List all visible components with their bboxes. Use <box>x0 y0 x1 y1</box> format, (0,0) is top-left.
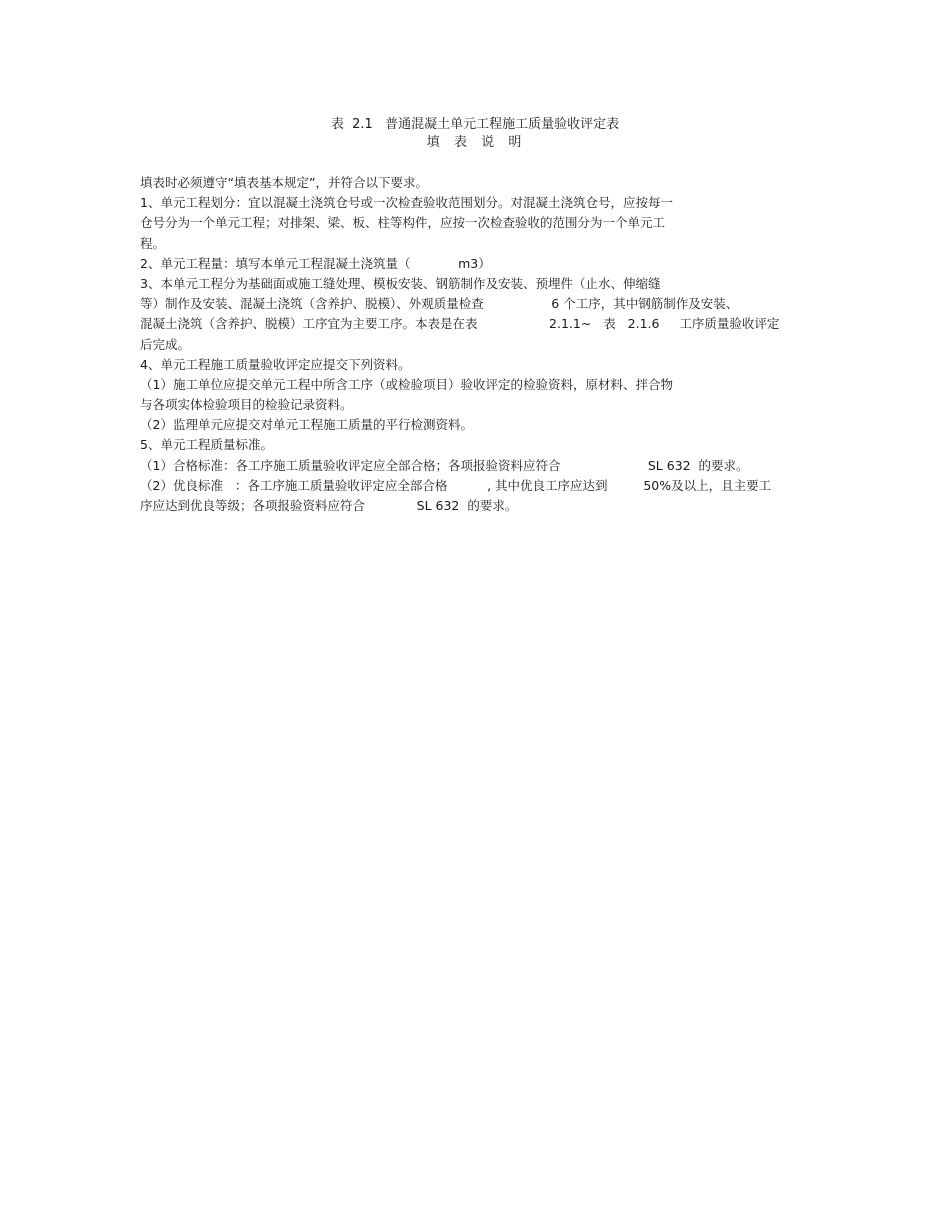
item-3-line-1: 3、本单元工程分为基础面或施工缝处理、模板安装、钢筋制作及安装、预埋件（止水、伸缩缝 <box>140 275 661 291</box>
item-3-line-3: 混凝土浇筑（含养护、脱模）工序宜为主要工序。本表是在表 2.1.1~ 表 2.1.6 工序质量验收评定 <box>140 316 780 332</box>
item-4-sub-2-line: （2）监理单元应提交对单元工程施工质量的平行检测资料。 <box>140 417 473 433</box>
item-3-line-4: 后完成。 <box>140 336 191 352</box>
item-2-line: 2、单元工程量：填写本单元工程混凝土浇筑量（ m3） <box>140 255 491 271</box>
item-5-sub-1-line: （1）合格标准：各工序施工质量验收评定应全部合格；各项报验资料应符合 SL 632 的要求。 <box>140 457 749 473</box>
item-3-line-2: 等）制作及安装、混凝土浇筑（含养护、脱模）、外观质量检查 6 个工序，其中钢筋制作及安装、 <box>140 296 739 312</box>
item-1-line-1: 1、单元工程划分：宜以混凝土浇筑仓号或一次检查验收范围划分。对混凝土浇筑仓号，应按每一 <box>140 195 673 211</box>
item-1-line-3: 程。 <box>140 235 166 251</box>
item-1-line-2: 仓号分为一个单元工程；对排架、梁、板、柱等构件，应按一次检查验收的范围分为一个单元工 <box>140 215 666 231</box>
item-5-sub-2-line-1: （2）优良标准 ：各工序施工质量验收评定应全部合格 , 其中优良工序应达到 50%及以上，且主要工 <box>140 477 772 493</box>
intro-line: 填表时必须遵守“填表基本规定”，并符合以下要求。 <box>140 175 428 190</box>
document-title: 表 2.1 普通混凝土单元工程施工质量验收评定表 <box>330 117 620 132</box>
document-subtitle: 填 表 说 明 <box>426 135 524 150</box>
item-5-sub-2-line-2: 序应达到优良等级；各项报验资料应符合 SL 632 的要求。 <box>140 498 518 513</box>
item-5-line: 5、单元工程质量标准。 <box>140 437 273 453</box>
item-4-sub-1-line-2: 与各项实体检验项目的检验记录资料。 <box>140 397 353 413</box>
instructions-body <box>140 173 820 516</box>
item-4-line: 4、单元工程施工质量验收评定应提交下列资料。 <box>140 356 411 372</box>
item-4-sub-1-line-1: （1）施工单位应提交单元工程中所含工序（或检验项目）验收评定的检验资料，原材料、拌合物 <box>140 376 673 392</box>
